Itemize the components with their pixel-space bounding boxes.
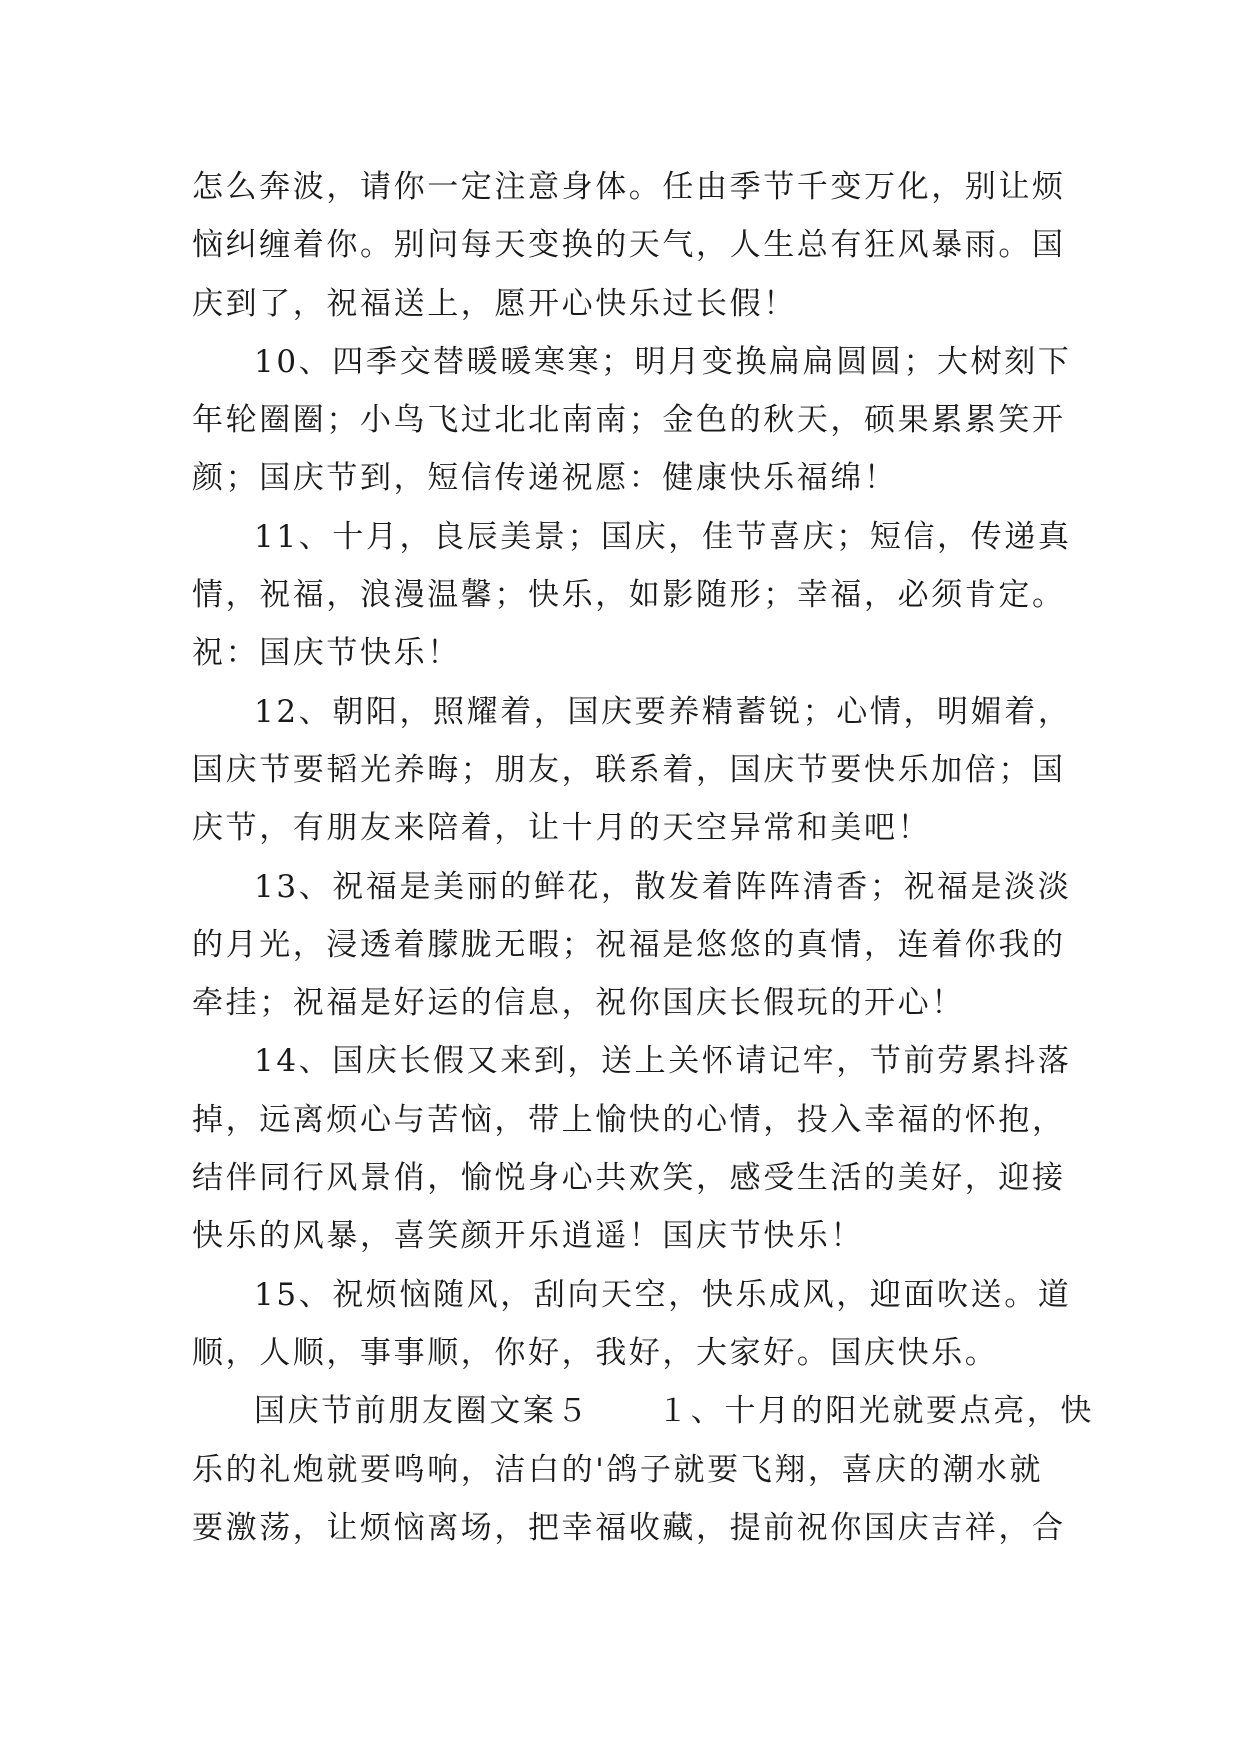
paragraph-10 — [192, 333, 1072, 508]
text-line: 庆到了，祝福送上，愿开心快乐过长假！ — [192, 285, 797, 322]
text-line: 牵挂；祝福是好运的信息，祝你国庆长假玩的开心！ — [192, 985, 965, 1022]
text-line: 恼纠缠着你。别问每天变换的天气，人生总有狂风暴雨。国 — [192, 227, 1066, 264]
text-line: 12、朝阳，照耀着，国庆要养精蓄锐；心情，明媚着， — [254, 693, 1072, 730]
text-line: 11、十月，良辰美景；国庆，佳节喜庆；短信，传递真 — [254, 518, 1072, 555]
text-line: 顺，人顺，事事顺，你好，我好，大家好。国庆快乐。 — [192, 1334, 999, 1371]
text-line: 年轮圈圈；小鸟飞过北北南南；金色的秋天，硕果累累笑开 — [192, 402, 1066, 439]
text-line: 国庆节要韬光养晦；朋友，联系着，国庆节要快乐加倍；国 — [192, 751, 1066, 788]
text-line: 14、国庆长假又来到，送上关怀请记牢，节前劳累抖落 — [254, 1043, 1072, 1080]
text-line: 的月光，浸透着朦胧无暇；祝福是悠悠的真情，连着你我的 — [192, 926, 1066, 963]
text-line: 颜；国庆节到，短信传递祝愿：健康快乐福绵！ — [192, 460, 898, 497]
paragraph-14 — [192, 1032, 1072, 1265]
paragraph-15 — [192, 1266, 1072, 1383]
document-body — [192, 158, 1094, 1557]
text-line: 祝：国庆节快乐！ — [192, 635, 461, 672]
text-line: 15、祝烦恼随风，刮向天空，快乐成风，迎面吹送。道 — [254, 1276, 1072, 1313]
text-line: 要激荡，让烦恼离场，把幸福收藏，提前祝你国庆吉祥，合 — [192, 1509, 1066, 1546]
text-line: 13、祝福是美丽的鲜花，散发着阵阵清香；祝福是淡淡 — [254, 868, 1072, 905]
text-line: 乐的礼炮就要鸣响，洁白的'鸽子就要飞翔，喜庆的潮水就 — [192, 1451, 1044, 1488]
text-line: 10、四季交替暖暖寒寒；明月变换扁扁圆圆；大树刻下 — [254, 343, 1072, 380]
text-line: 庆节，有朋友来陪着，让十月的天空异常和美吧！ — [192, 810, 932, 847]
text-line: 掉，远离烦心与苦恼，带上愉快的心情，投入幸福的怀抱， — [192, 1101, 1066, 1138]
text-line: 结伴同行风景俏，愉悦身心共欢笑，感受生活的美好，迎接 — [192, 1160, 1066, 1197]
paragraph-13 — [192, 858, 1072, 1033]
paragraph-9-continued — [192, 158, 1072, 333]
paragraph-11 — [192, 508, 1072, 683]
text-line: 快乐的风暴，喜笑颜开乐逍遥！国庆节快乐！ — [192, 1218, 864, 1255]
paragraph-section-5 — [192, 1382, 1094, 1557]
text-line: 怎么奔波，请你一定注意身体。任由季节千变万化，别让烦 — [192, 169, 1066, 205]
text-line: 情，祝福，浪漫温馨；快乐，如影随形；幸福，必须肯定。 — [192, 577, 1066, 614]
text-line: 国庆节前朋友圈文案５ １、十月的阳光就要点亮，快 — [254, 1393, 1094, 1430]
paragraph-12 — [192, 683, 1072, 858]
